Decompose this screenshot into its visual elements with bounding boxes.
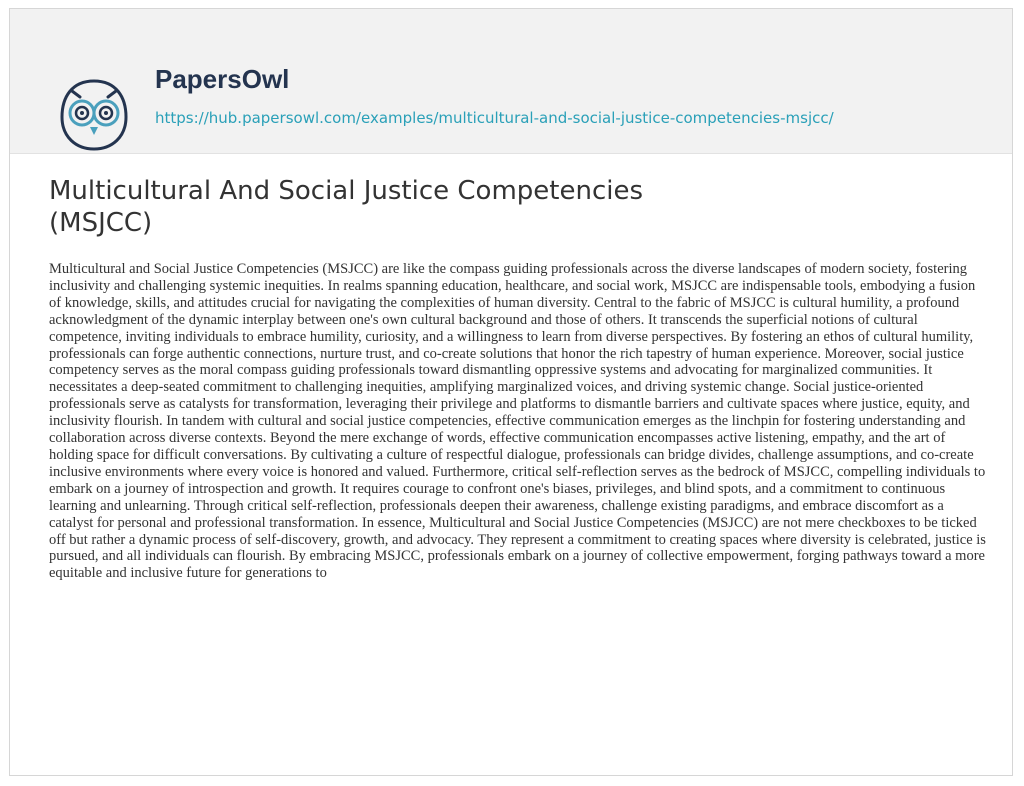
page-header [10, 9, 1012, 154]
document-page [9, 8, 1013, 776]
owl-icon [54, 75, 134, 155]
brand-name: PapersOwl [155, 64, 290, 94]
page-title: Multicultural And Social Justice Competencies (MSJCC) [49, 176, 644, 238]
article-body: Multicultural and Social Justice Competencies (MSJCC) are like the compass guiding professionals across the diverse landscapes of modern society, fostering inclusivity and challenging systemic inequities. In realms spanning education, healthcare, and social work, MSJCC are indispensable tools, embodying a fusion of knowledge, skills, and attitudes crucial for navigating the complexities of human diversity. Central to the fabric of MSJCC is cultural humility, a profound acknowledgment of the dynamic interplay between one's own cultural background and those of others. It transcends the superficial notions of cultural competence, inviting individuals to embrace humility, curiosity, and a willingness to learn from diverse perspectives. By fostering an ethos of cultural humility, professionals can forge authentic connections, nurture trust, and co-create solutions that honor the rich tapestry of human experience. Moreover, social justice competency serves as the moral compass guiding professionals toward dismantling oppressive systems and advocating for marginalized communities. It necessitates a deep-seated commitment to challenging inequities, amplifying marginalized voices, and driving systemic change. Social justice-oriented professionals serve as catalysts for transformation, leveraging their privilege and platforms to dismantle barriers and cultivate spaces where justice, equity, and inclusivity flourish. In tandem with cultural and social justice competencies, effective communication emerges as the linchpin for fostering understanding and collaboration across diverse contexts. Beyond the mere exchange of words, effective communication encompasses active listening, empathy, and the art of holding space for difficult conversations. By cultivating a culture of respectful dialogue, professionals can bridge divides, challenge assumptions, and co-create inclusive environments where every voice is honored and valued. Furthermore, critical self-reflection serves as the bedrock of MSJCC, compelling individuals to embark on a journey of introspection and growth. It requires courage to confront one's biases, privileges, and blind spots, and a commitment to continuous learning and unlearning. Through critical self-reflection, professionals deepen their awareness, challenge existing paradigms, and embrace discomfort as a catalyst for personal and professional transformation. In essence, Multicultural and Social Justice Competencies (MSJCC) are not mere checkboxes to be ticked off but rather a dynamic process of self-discovery, growth, and advocacy. They represent a commitment to creating spaces where diversity is celebrated, justice is pursued, and all individuals can flourish. By embracing MSJCC, professionals embark on a journey of collective empowerment, forging pathways toward a more equitable and inclusive future for generations to [49, 261, 986, 582]
source-url-link[interactable]: https://hub.papersowl.com/examples/multicultural-and-social-justice-competencies-msjcc/ [155, 109, 834, 127]
